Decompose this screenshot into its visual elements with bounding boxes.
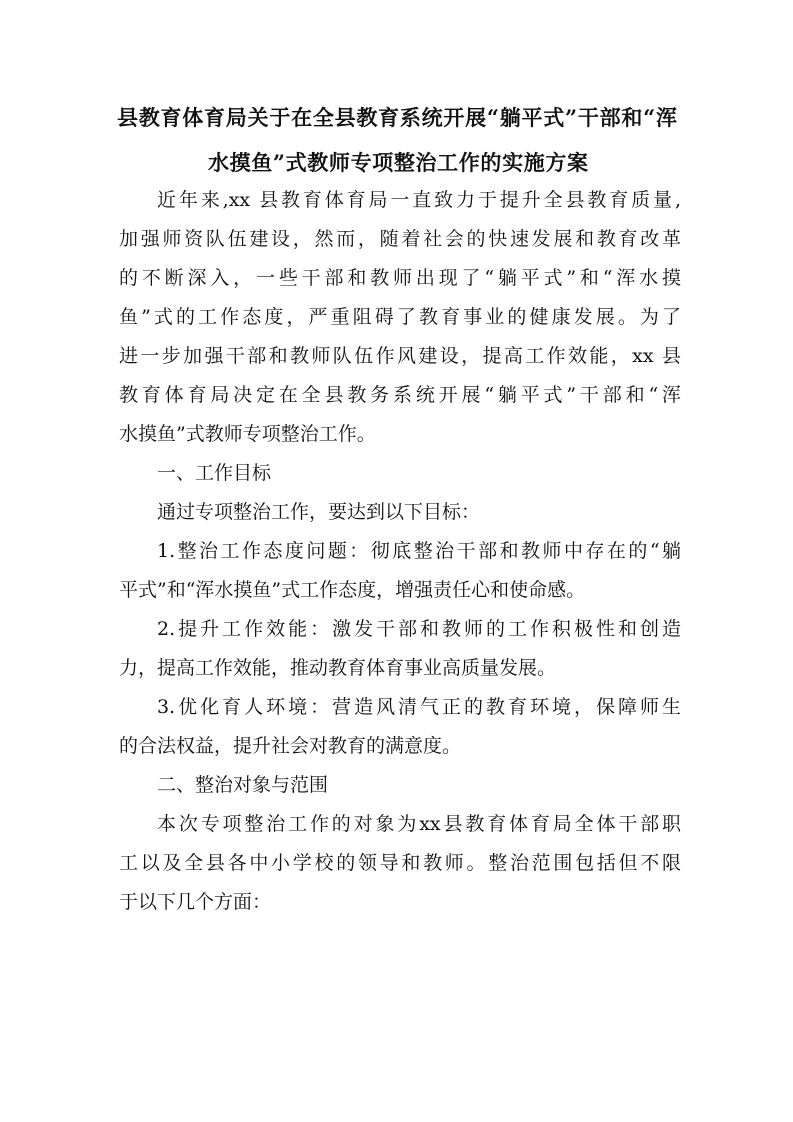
document-title-line-2: 水摸鱼”式教师专项整治工作的实施方案 [208, 150, 588, 175]
paragraph-intro-line: 教育体育局决定在全县教务系统开展“躺平式”干部和“浑 [119, 384, 681, 406]
goal-item-3-line: 3.优化育人环境：营造风清气正的教育环境，保障师生 [157, 696, 681, 718]
document-title-line-1: 县教育体育局关于在全县教育系统开展“躺平式”干部和“浑 [117, 105, 677, 130]
goal-item-2-line: 2.提升工作效能：激发干部和教师的工作积极性和创造 [157, 618, 681, 640]
paragraph-intro-line: 进一步加强干部和教师队伍作风建设，提高工作效能，xx 县 [119, 345, 681, 367]
section-heading-goals: 一、工作目标 [157, 462, 272, 484]
paragraph-scope-line: 工以及全县各中小学校的领导和教师。整治范围包括但不限 [119, 852, 681, 874]
goal-item-1-line: 1.整治工作态度问题：彻底整治干部和教师中存在的“躺 [157, 540, 681, 562]
paragraph-scope-line: 本次专项整治工作的对象为xx县教育体育局全体干部职 [157, 813, 681, 835]
paragraph-intro-line: 鱼”式的工作态度，严重阻碍了教育事业的健康发展。为了 [119, 306, 681, 328]
paragraph-intro-line: 水摸鱼”式教师专项整治工作。 [119, 423, 376, 445]
document-body [119, 181, 681, 922]
paragraph-intro-line: 加强师资队伍建设，然而，随着社会的快速发展和教育改革 [119, 228, 681, 250]
paragraph-intro-line: 近年来,xx 县教育体育局一直致力于提升全县教育质量, [157, 189, 681, 211]
goal-item-2-line: 力，提高工作效能，推动教育体育事业高质量发展。 [119, 657, 557, 679]
paragraph-scope-line: 于以下几个方面： [119, 891, 272, 913]
paragraph-intro-line: 的不断深入，一些干部和教师出现了“躺平式”和“浑水摸 [119, 267, 681, 289]
goal-item-3-line: 的合法权益，提升社会对教育的满意度。 [119, 735, 462, 757]
section-heading-scope: 二、整治对象与范围 [157, 774, 329, 796]
goal-item-1-line: 平式”和“浑水摸鱼”式工作态度，增强责任心和使命感。 [119, 579, 586, 601]
paragraph-goals-intro: 通过专项整治工作，要达到以下目标： [157, 501, 481, 523]
